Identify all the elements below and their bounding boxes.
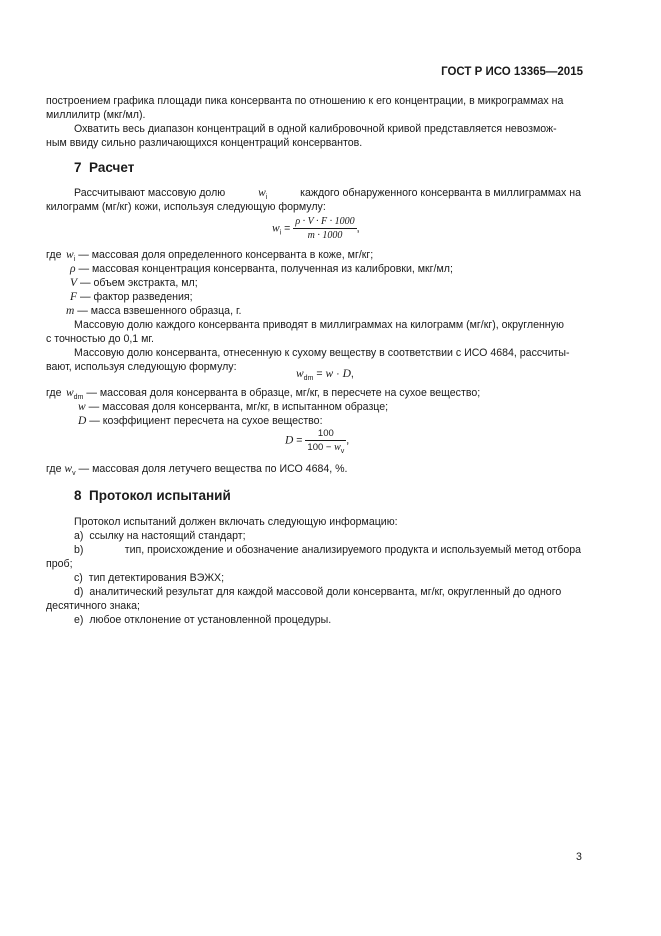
section-7-number: 7 — [74, 160, 82, 175]
s8-item-d: d) аналитический результат для каждой массовой доли консерванта, мг/кг, округленный до одного — [74, 586, 562, 598]
intro-line-1: построением графика площади пика консерванта по отношению к его концентрации, в микрограммах на — [46, 95, 564, 107]
s7-p1-var: $w_i$ — [258, 187, 268, 201]
where-prefix-2: где — [46, 387, 62, 399]
def2-2: w — массовая доля консерванта, мг/кг, в испытанном образце; — [78, 401, 389, 413]
s7-p1-b: каждого обнаруженного консерванта в миллиграммах на — [300, 187, 581, 199]
def2-1: $w_{dm}$ — массовая доля консерванта в образце, мг/кг, в пересчете на сухое вещество; — [66, 387, 481, 401]
formula-1-end: , — [356, 222, 360, 235]
section-8-title: Протокол испытаний — [89, 488, 231, 503]
formula-1-numerator: ρ · V · F · 1000 — [295, 216, 355, 227]
def-4: F — фактор разведения; — [70, 291, 193, 303]
formula-1-lhs: w — [272, 222, 280, 235]
intro-line-2: миллилитр (мкг/мл). — [46, 109, 146, 121]
s8-item-e: e) любое отклонение от установленной процедуры. — [74, 614, 332, 626]
intro-line-3: Охватить весь диапазон концентраций в одной калибровочной кривой представляется невозмож- — [74, 123, 557, 135]
s8-item-a: a) ссылку на настоящий стандарт; — [74, 530, 246, 542]
def3: где $w_v$ — массовая доля летучего вещества по ИСО 4684, %. — [46, 463, 348, 477]
formula-3-denominator: $100 - w_v$ — [307, 442, 345, 455]
formula-3-fraction — [305, 428, 346, 453]
formula-3-lhs: D — [285, 434, 294, 447]
def-3: V — объем экстракта, мл; — [70, 277, 198, 289]
def-5: m — масса взвешенного образца, г. — [66, 305, 242, 317]
formula-3-numerator: 100 — [305, 428, 346, 441]
s8-intro: Протокол испытаний должен включать следующую информацию: — [74, 516, 398, 528]
s7-p3-line-2: вают, используя следующую формулу: — [46, 361, 237, 373]
s7-p1-line-2: килограмм (мг/кг) кожи, используя следующую формулу: — [46, 201, 326, 213]
formula-3-end: , — [346, 434, 350, 447]
def-1: $w_i$ — массовая доля определенного консерванта в коже, мг/кг; — [66, 249, 374, 263]
section-7-heading — [74, 160, 134, 175]
def2-3: D — коэффициент пересчета на сухое вещество: — [78, 415, 323, 427]
where-prefix-1: где — [46, 249, 62, 261]
formula-2-lhs: w — [296, 368, 304, 380]
s7-p2-line-2: с точностью до 0,1 мг. — [46, 333, 154, 345]
formula-3: D = $\frac{100}{100 - w_v}$ , — [285, 428, 350, 455]
document-code: ГОСТ Р ИСО 13365—2015 — [441, 66, 583, 78]
s7-p3-line-1: Массовую долю консерванта, отнесенную к сухому веществу в соответствии с ИСО 4684, рассчиты- — [74, 347, 570, 359]
section-7-title: Расчет — [89, 160, 135, 175]
s8-item-d-cont: десятичного знака; — [46, 600, 140, 612]
section-8-heading — [74, 488, 231, 503]
def-2: ρ — массовая концентрация консерванта, полученная из калибровки, мкг/мл; — [70, 263, 453, 275]
formula-2: $w_{dm} = w \cdot D$, — [296, 368, 354, 382]
formula-1: $w_i$ = $\frac{\rho \cdot V \cdot F \cdot 1000}{m \cdot 1000}$ , — [272, 216, 360, 241]
section-8-number: 8 — [74, 488, 82, 503]
s8-item-b: b) тип, происхождение и обозначение анализируемого продукта и используемый метод отбора — [74, 544, 581, 556]
s7-p2-line-1: Массовую долю каждого консерванта приводят в миллиграммах на килограмм (мг/кг), округленную — [74, 319, 564, 331]
formula-1-denominator: m · 1000 — [307, 230, 343, 241]
s8-item-c: c) тип детектирования ВЭЖХ; — [74, 572, 225, 584]
s8-item-b-cont: проб; — [46, 558, 73, 570]
s7-p1-a: Рассчитывают массовую долю — [74, 187, 226, 199]
formula-1-fraction — [293, 216, 356, 241]
s7-p1-line-1 — [74, 186, 581, 200]
intro-line-4: ным ввиду сильно различающихся концентраций консервантов. — [46, 137, 363, 149]
page-number: 3 — [576, 851, 582, 863]
